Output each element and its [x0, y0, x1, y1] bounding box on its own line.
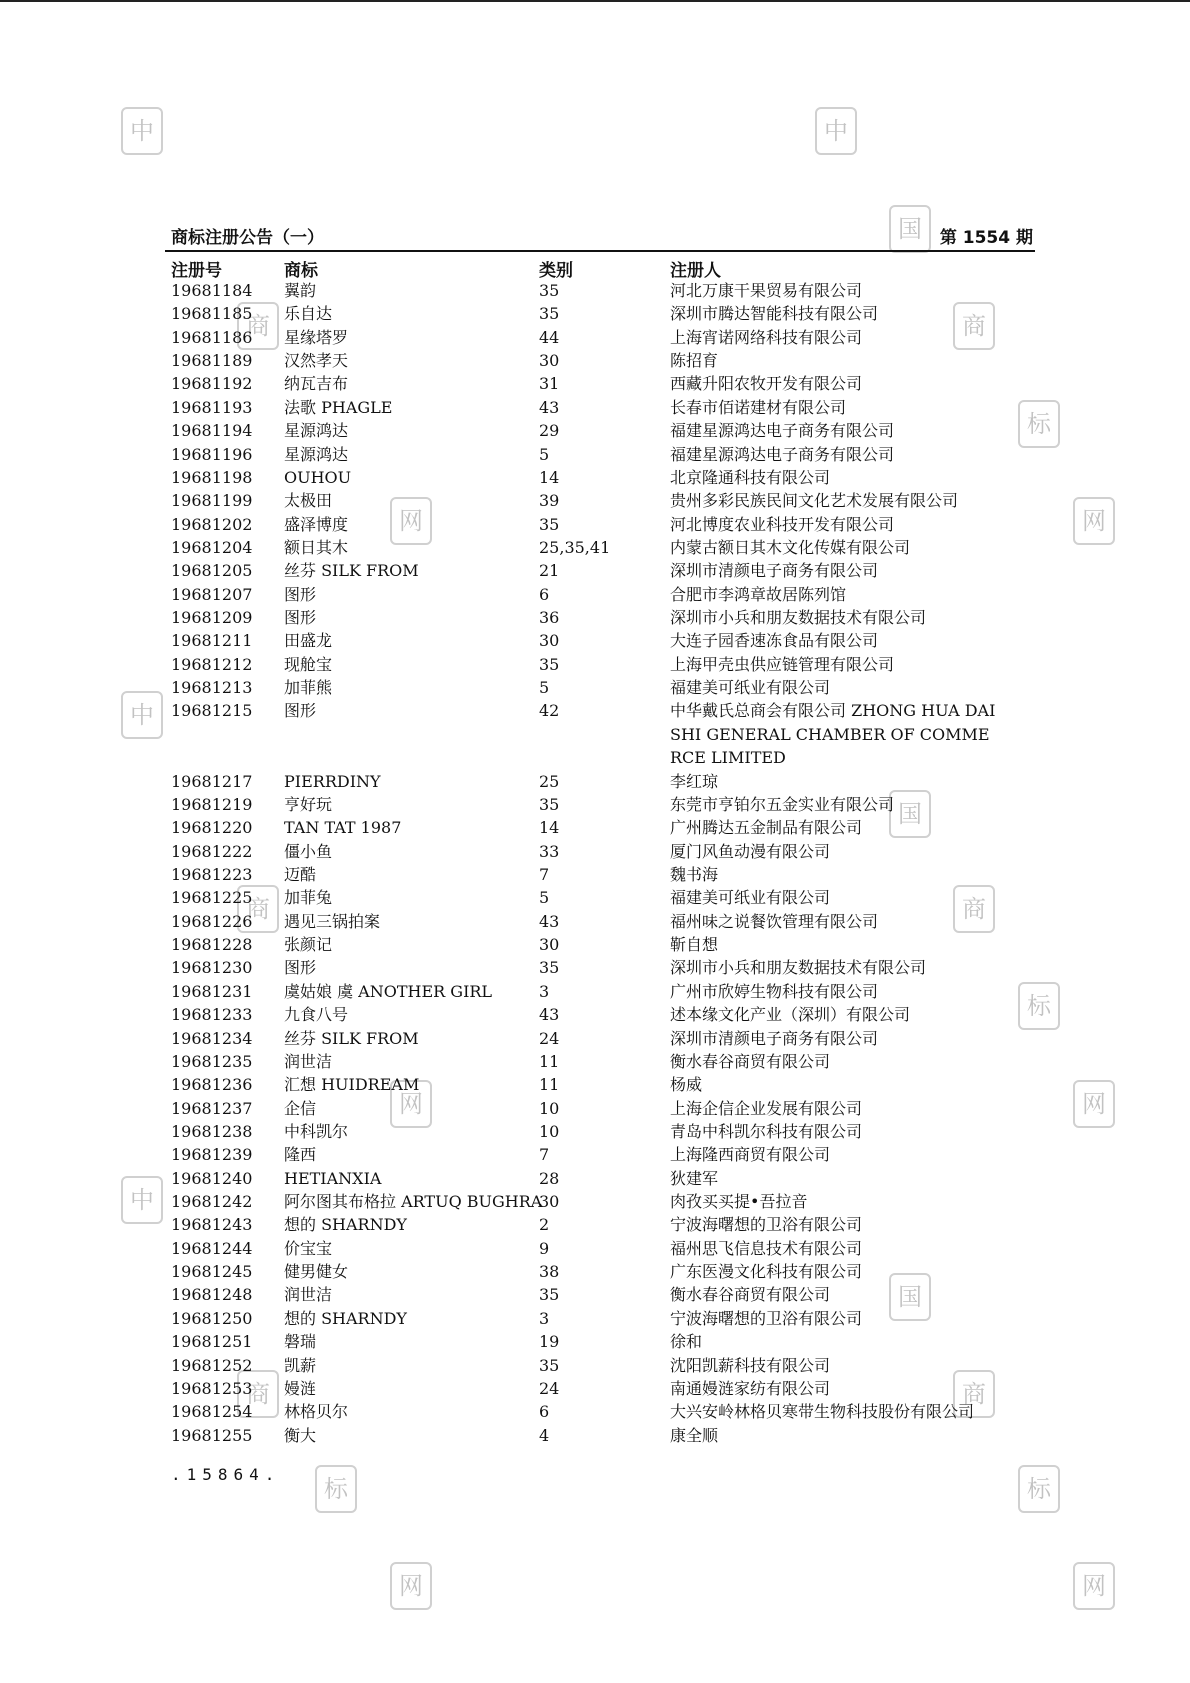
reg-no-cell: 19681220 — [171, 818, 253, 838]
watermark-wang-icon: 网 — [1073, 1562, 1115, 1610]
registrant-cell: 深圳市清颜电子商务有限公司 — [670, 561, 879, 581]
class-cell: 14 — [539, 818, 560, 838]
mark-cell: 汉然孝天 — [284, 351, 349, 371]
registrant-cell: 衡水春谷商贸有限公司 — [670, 1285, 831, 1305]
class-cell: 35 — [539, 281, 560, 300]
reg-no-cell: 19681240 — [171, 1168, 253, 1188]
class-cell: 24 — [539, 1378, 560, 1398]
reg-no-cell: 19681192 — [171, 374, 253, 394]
watermark-wang-icon: 网 — [390, 1562, 432, 1610]
reg-no-cell: 19681213 — [171, 678, 253, 698]
table-row — [171, 396, 1071, 419]
mark-cell: 迈酷 — [284, 864, 317, 884]
table-row — [171, 1073, 1071, 1096]
watermark-wang-icon: 网 — [1073, 497, 1115, 545]
mark-cell: 僵小鱼 — [284, 841, 333, 861]
table-row — [171, 1260, 1071, 1283]
class-cell: 31 — [539, 374, 560, 394]
registrant-cell: 西藏升阳农牧开发有限公司 — [670, 374, 863, 394]
reg-no-cell: 19681245 — [171, 1262, 253, 1282]
class-cell: 43 — [539, 1005, 560, 1025]
reg-no-cell: 19681243 — [171, 1215, 253, 1235]
mark-cell: 现舱宝 — [284, 654, 333, 674]
class-cell: 25 — [539, 771, 560, 791]
registrant-cell: 福建星源鸿达电子商务有限公司 — [670, 444, 895, 464]
class-cell: 11 — [539, 1075, 560, 1095]
registrant-cell: 陈招育 — [670, 351, 719, 371]
table-row — [171, 1190, 1071, 1213]
mark-cell: 纳瓦吉布 — [284, 374, 349, 394]
registrant-cell: 福建美可纸业有限公司 — [670, 888, 831, 908]
gazette-title: 商标注册公告（一） — [171, 228, 324, 248]
mark-cell: 星缘塔罗 — [284, 327, 349, 347]
registrant-cell: 长春市佰诺建材有限公司 — [670, 397, 847, 417]
class-cell: 43 — [539, 397, 560, 417]
mark-cell: 加菲兔 — [284, 888, 333, 908]
registrant-cell: 靳自想 — [670, 935, 719, 955]
reg-no-cell: 19681198 — [171, 467, 253, 487]
reg-no-cell: 19681219 — [171, 794, 253, 814]
class-cell: 25,35,41 — [539, 537, 611, 557]
registrant-cell: 厦门风鱼动漫有限公司 — [670, 841, 831, 861]
registrant-cell: 河北博度农业科技开发有限公司 — [670, 514, 895, 534]
registrant-cell: 李红琼 — [670, 771, 719, 791]
registrant-cell: 沈阳凯薪科技有限公司 — [670, 1355, 831, 1375]
class-cell: 7 — [539, 1145, 550, 1165]
registrant-cell: 福州味之说餐饮管理有限公司 — [670, 911, 879, 931]
table-row — [171, 980, 1071, 1003]
mark-cell: 图形 — [284, 958, 317, 978]
table-row — [171, 910, 1071, 933]
registrant-cell: 上海隆西商贸有限公司 — [670, 1145, 831, 1165]
watermark-biao-icon: 标 — [1018, 400, 1060, 448]
reg-no-cell: 19681196 — [171, 444, 253, 464]
table-row — [171, 1354, 1071, 1377]
reg-no-cell: 19681204 — [171, 537, 253, 557]
registrant-cell: 深圳市清颜电子商务有限公司 — [670, 1028, 879, 1048]
table-row — [171, 1213, 1071, 1236]
class-cell: 36 — [539, 608, 560, 628]
mark-cell: 星源鸿达 — [284, 421, 349, 441]
col-class: 类别 — [539, 261, 573, 281]
class-cell: 39 — [539, 491, 560, 511]
table-row — [171, 1330, 1071, 1353]
mark-cell: 企信 — [284, 1098, 317, 1118]
registrant-cell: 广州市欣婷生物科技有限公司 — [670, 981, 879, 1001]
reg-no-cell: 19681255 — [171, 1425, 253, 1445]
mark-cell: 图形 — [284, 701, 317, 721]
reg-no-cell: 19681237 — [171, 1098, 253, 1118]
reg-no-cell: 19681193 — [171, 397, 253, 417]
class-cell: 30 — [539, 351, 560, 371]
table-row — [171, 1120, 1071, 1143]
mark-cell: 星源鸿达 — [284, 444, 349, 464]
class-cell: 42 — [539, 701, 560, 721]
registrant-cell: 魏书海 — [670, 864, 719, 884]
reg-no-cell: 19681252 — [171, 1355, 253, 1375]
watermark-zhong-icon: 中 — [815, 107, 857, 155]
reg-no-cell: 19681251 — [171, 1332, 253, 1352]
registrant-cell: 南通嫚涟家纺有限公司 — [670, 1378, 831, 1398]
reg-no-cell: 19681225 — [171, 888, 253, 908]
table-row — [171, 489, 1071, 512]
registrant-cell: 福建美可纸业有限公司 — [670, 678, 831, 698]
registrant-cell: 广东医漫文化科技有限公司 — [670, 1262, 863, 1282]
table-row — [171, 956, 1071, 979]
table-row — [171, 1283, 1071, 1306]
class-cell: 5 — [539, 888, 550, 908]
reg-no-cell: 19681205 — [171, 561, 253, 581]
mark-cell: PIERRDINY — [284, 771, 381, 791]
mark-cell: 额日其木 — [284, 537, 349, 557]
registrant-cell: 河北万康干果贸易有限公司 — [670, 281, 863, 300]
reg-no-cell: 19681223 — [171, 864, 253, 884]
class-cell: 35 — [539, 654, 560, 674]
watermark-biao-icon: 标 — [1018, 982, 1060, 1030]
class-cell: 28 — [539, 1168, 560, 1188]
class-cell: 43 — [539, 911, 560, 931]
registrant-cell: 北京隆通科技有限公司 — [670, 467, 831, 487]
registrant-cell: 中华戴氏总商会有限公司 ZHONG HUA DAI SHI GENERAL CHAMBER OF COMMERCE LIMITED — [670, 701, 996, 768]
registrant-cell: 深圳市小兵和朋友数据技术有限公司 — [670, 958, 927, 978]
reg-no-cell: 19681231 — [171, 981, 253, 1001]
watermark-wang-icon: 网 — [1073, 1080, 1115, 1128]
reg-no-cell: 19681253 — [171, 1378, 253, 1398]
reg-no-cell: 19681236 — [171, 1075, 253, 1095]
table-row — [171, 583, 1071, 606]
table-row — [171, 886, 1071, 909]
reg-no-cell: 19681244 — [171, 1238, 253, 1258]
class-cell: 21 — [539, 561, 560, 581]
registrant-cell: 东莞市亨铂尔五金实业有限公司 — [670, 794, 895, 814]
mark-cell: 阿尔图其布格拉 ARTUQ BUGHRA — [284, 1192, 543, 1212]
table-row — [171, 653, 1071, 676]
reg-no-cell: 19681248 — [171, 1285, 253, 1305]
registrant-cell: 肉孜买买提•吾拉音 — [670, 1192, 808, 1212]
watermark-shang-icon: 商 — [237, 302, 279, 350]
reg-no-cell: 19681185 — [171, 304, 253, 324]
table-row — [171, 1097, 1071, 1120]
registrant-cell: 宁波海曙想的卫浴有限公司 — [670, 1308, 863, 1328]
mark-cell: 隆西 — [284, 1145, 317, 1165]
class-cell: 35 — [539, 958, 560, 978]
top-border-rule — [0, 0, 1190, 2]
reg-no-cell: 19681186 — [171, 327, 253, 347]
mark-cell: 嫚涟 — [284, 1378, 317, 1398]
registrant-cell: 广州腾达五金制品有限公司 — [670, 818, 863, 838]
mark-cell: 九食八号 — [284, 1005, 349, 1025]
mark-cell: HETIANXIA — [284, 1168, 382, 1188]
table-row — [171, 1143, 1071, 1166]
mark-cell: 田盛龙 — [284, 631, 333, 651]
registrant-cell: 合肥市李鸿章故居陈列馆 — [670, 584, 847, 604]
mark-cell: 亨好玩 — [284, 794, 333, 814]
mark-cell: 虞姑娘 虞 ANOTHER GIRL — [284, 981, 493, 1001]
reg-no-cell: 19681226 — [171, 911, 253, 931]
class-cell: 24 — [539, 1028, 560, 1048]
table-row — [171, 372, 1071, 395]
mark-cell: 乐自达 — [284, 304, 333, 324]
reg-no-cell: 19681235 — [171, 1051, 253, 1071]
mark-cell: 图形 — [284, 584, 317, 604]
class-cell: 35 — [539, 794, 560, 814]
mark-cell: TAN TAT 1987 — [284, 818, 402, 838]
mark-cell: 润世洁 — [284, 1051, 333, 1071]
mark-cell: 遇见三锅拍案 — [284, 911, 381, 931]
registrant-cell: 福建星源鸿达电子商务有限公司 — [670, 421, 895, 441]
class-cell: 11 — [539, 1051, 560, 1071]
reg-no-cell: 19681239 — [171, 1145, 253, 1165]
class-cell: 14 — [539, 467, 560, 487]
class-cell: 35 — [539, 304, 560, 324]
mark-cell: 翼韵 — [284, 281, 317, 300]
mark-cell: 法歌 PHAGLE — [284, 397, 393, 417]
mark-cell: 丝芬 SILK FROM — [284, 561, 419, 581]
table-row — [171, 1027, 1071, 1050]
class-cell: 6 — [539, 1402, 550, 1422]
mark-cell: 想的 SHARNDY — [284, 1215, 407, 1235]
class-cell: 30 — [539, 1192, 560, 1212]
table-row — [171, 279, 1071, 302]
col-registrant: 注册人 — [670, 261, 721, 281]
reg-no-cell: 19681238 — [171, 1121, 253, 1141]
registrant-cell: 内蒙古额日其木文化传媒有限公司 — [670, 537, 911, 557]
registrant-cell: 康全顺 — [670, 1425, 719, 1445]
table-row — [171, 1003, 1071, 1026]
table-row — [171, 770, 1071, 793]
class-cell: 10 — [539, 1121, 560, 1141]
class-cell: 29 — [539, 421, 560, 441]
watermark-guo-icon: 国 — [889, 205, 931, 253]
class-cell: 38 — [539, 1262, 560, 1282]
registrant-cell: 上海宵诺网络科技有限公司 — [670, 327, 863, 347]
mark-cell: 价宝宝 — [284, 1238, 333, 1258]
mark-cell: 太极田 — [284, 491, 333, 511]
table-row — [171, 466, 1071, 489]
reg-no-cell: 19681222 — [171, 841, 253, 861]
mark-cell: 丝芬 SILK FROM — [284, 1028, 419, 1048]
class-cell: 2 — [539, 1215, 550, 1235]
reg-no-cell: 19681199 — [171, 491, 253, 511]
class-cell: 30 — [539, 631, 560, 651]
table-row — [171, 443, 1071, 466]
mark-cell: OUHOU — [284, 467, 352, 487]
class-cell: 4 — [539, 1425, 550, 1445]
table-row — [171, 1307, 1071, 1330]
class-cell: 19 — [539, 1332, 560, 1352]
reg-no-cell: 19681207 — [171, 584, 253, 604]
table-row — [171, 1424, 1071, 1447]
class-cell: 6 — [539, 584, 550, 604]
mark-cell: 汇想 HUIDREAM — [284, 1075, 420, 1095]
mark-cell: 加菲熊 — [284, 678, 333, 698]
header-divider — [165, 250, 1035, 252]
mark-cell: 张颜记 — [284, 935, 333, 955]
watermark-guo-icon: 国 — [889, 1273, 931, 1321]
reg-no-cell: 19681228 — [171, 935, 253, 955]
reg-no-cell: 19681242 — [171, 1192, 253, 1212]
registrant-cell: 宁波海曙想的卫浴有限公司 — [670, 1215, 863, 1235]
class-cell: 35 — [539, 1285, 560, 1305]
watermark-shang-icon: 商 — [237, 1370, 279, 1418]
trademark-table — [171, 279, 1071, 1447]
class-cell: 35 — [539, 1355, 560, 1375]
watermark-wang-icon: 网 — [390, 497, 432, 545]
reg-no-cell: 19681209 — [171, 608, 253, 628]
reg-no-cell: 19681212 — [171, 654, 253, 674]
mark-cell: 衡大 — [284, 1425, 317, 1445]
registrant-cell: 述本缘文化产业（深圳）有限公司 — [670, 1005, 911, 1025]
watermark-wang-icon: 网 — [390, 1080, 432, 1128]
table-row — [171, 536, 1071, 559]
table-row — [171, 349, 1071, 372]
reg-no-cell: 19681250 — [171, 1308, 253, 1328]
watermark-guo-icon: 国 — [889, 790, 931, 838]
table-row — [171, 513, 1071, 536]
registrant-cell: 上海企信企业发展有限公司 — [670, 1098, 863, 1118]
registrant-cell: 上海甲壳虫供应链管理有限公司 — [670, 654, 895, 674]
table-row — [171, 559, 1071, 582]
table-row — [171, 1377, 1071, 1400]
table-row — [171, 793, 1071, 816]
registrant-cell: 贵州多彩民族民间文化艺术发展有限公司 — [670, 491, 959, 511]
class-cell: 3 — [539, 1308, 550, 1328]
reg-no-cell: 19681189 — [171, 351, 253, 371]
table-row — [171, 326, 1071, 349]
class-cell: 7 — [539, 864, 550, 884]
col-mark: 商标 — [284, 261, 318, 281]
table-row — [171, 1050, 1071, 1073]
registrant-cell: 衡水春谷商贸有限公司 — [670, 1051, 831, 1071]
table-row — [171, 1400, 1071, 1423]
table-row — [171, 629, 1071, 652]
class-cell: 10 — [539, 1098, 560, 1118]
registrant-cell: 狄建军 — [670, 1168, 719, 1188]
class-cell: 44 — [539, 327, 560, 347]
registrant-cell: 大连子园香速冻食品有限公司 — [670, 631, 879, 651]
table-row — [171, 840, 1071, 863]
class-cell: 5 — [539, 444, 550, 464]
registrant-cell: 福州思飞信息技术有限公司 — [670, 1238, 863, 1258]
table-row — [171, 1237, 1071, 1260]
watermark-biao-icon: 标 — [315, 1465, 357, 1513]
table-row — [171, 1167, 1071, 1190]
class-cell: 3 — [539, 981, 550, 1001]
table-row — [171, 816, 1071, 839]
page-number: .15864. — [171, 1465, 281, 1484]
mark-cell: 磐瑞 — [284, 1332, 317, 1352]
reg-no-cell: 19681233 — [171, 1005, 253, 1025]
class-cell: 35 — [539, 514, 560, 534]
reg-no-cell: 19681215 — [171, 701, 253, 721]
reg-no-cell: 19681202 — [171, 514, 253, 534]
class-cell: 33 — [539, 841, 560, 861]
reg-no-cell: 19681184 — [171, 281, 253, 300]
registrant-cell: 深圳市腾达智能科技有限公司 — [670, 304, 879, 324]
mark-cell: 健男健女 — [284, 1262, 349, 1282]
mark-cell: 凯薪 — [284, 1355, 317, 1375]
watermark-zhong-icon: 中 — [121, 691, 163, 739]
watermark-biao-icon: 标 — [1018, 1465, 1060, 1513]
registrant-cell: 大兴安岭林格贝寒带生物科技股份有限公司 — [670, 1402, 975, 1422]
watermark-shang-icon: 商 — [953, 885, 995, 933]
table-header — [171, 253, 1033, 281]
col-reg-no: 注册号 — [171, 261, 222, 281]
mark-cell: 盛泽博度 — [284, 514, 349, 534]
issue-number: 第 1554 期 — [939, 228, 1033, 248]
reg-no-cell: 19681194 — [171, 421, 253, 441]
reg-no-cell: 19681234 — [171, 1028, 253, 1048]
table-row — [171, 676, 1071, 699]
watermark-zhong-icon: 中 — [121, 1176, 163, 1224]
mark-cell: 林格贝尔 — [284, 1402, 349, 1422]
reg-no-cell: 19681211 — [171, 631, 253, 651]
registrant-cell: 杨威 — [670, 1075, 703, 1095]
mark-cell: 图形 — [284, 608, 317, 628]
table-row — [171, 419, 1071, 442]
table-row — [171, 863, 1071, 886]
table-row — [171, 302, 1071, 325]
mark-cell: 中科凯尔 — [284, 1121, 349, 1141]
class-cell: 9 — [539, 1238, 550, 1258]
page-header — [171, 223, 1033, 251]
watermark-zhong-icon: 中 — [121, 107, 163, 155]
watermark-shang-icon: 商 — [237, 885, 279, 933]
table-row — [171, 699, 1071, 769]
registrant-cell: 徐和 — [670, 1332, 703, 1352]
watermark-shang-icon: 商 — [953, 302, 995, 350]
class-cell: 30 — [539, 935, 560, 955]
mark-cell: 润世洁 — [284, 1285, 333, 1305]
class-cell: 5 — [539, 678, 550, 698]
registrant-cell: 青岛中科凯尔科技有限公司 — [670, 1121, 863, 1141]
reg-no-cell: 19681230 — [171, 958, 253, 978]
table-row — [171, 933, 1071, 956]
reg-no-cell: 19681254 — [171, 1402, 253, 1422]
registrant-cell: 深圳市小兵和朋友数据技术有限公司 — [670, 608, 927, 628]
watermark-shang-icon: 商 — [953, 1370, 995, 1418]
table-row — [171, 606, 1071, 629]
mark-cell: 想的 SHARNDY — [284, 1308, 407, 1328]
reg-no-cell: 19681217 — [171, 771, 253, 791]
